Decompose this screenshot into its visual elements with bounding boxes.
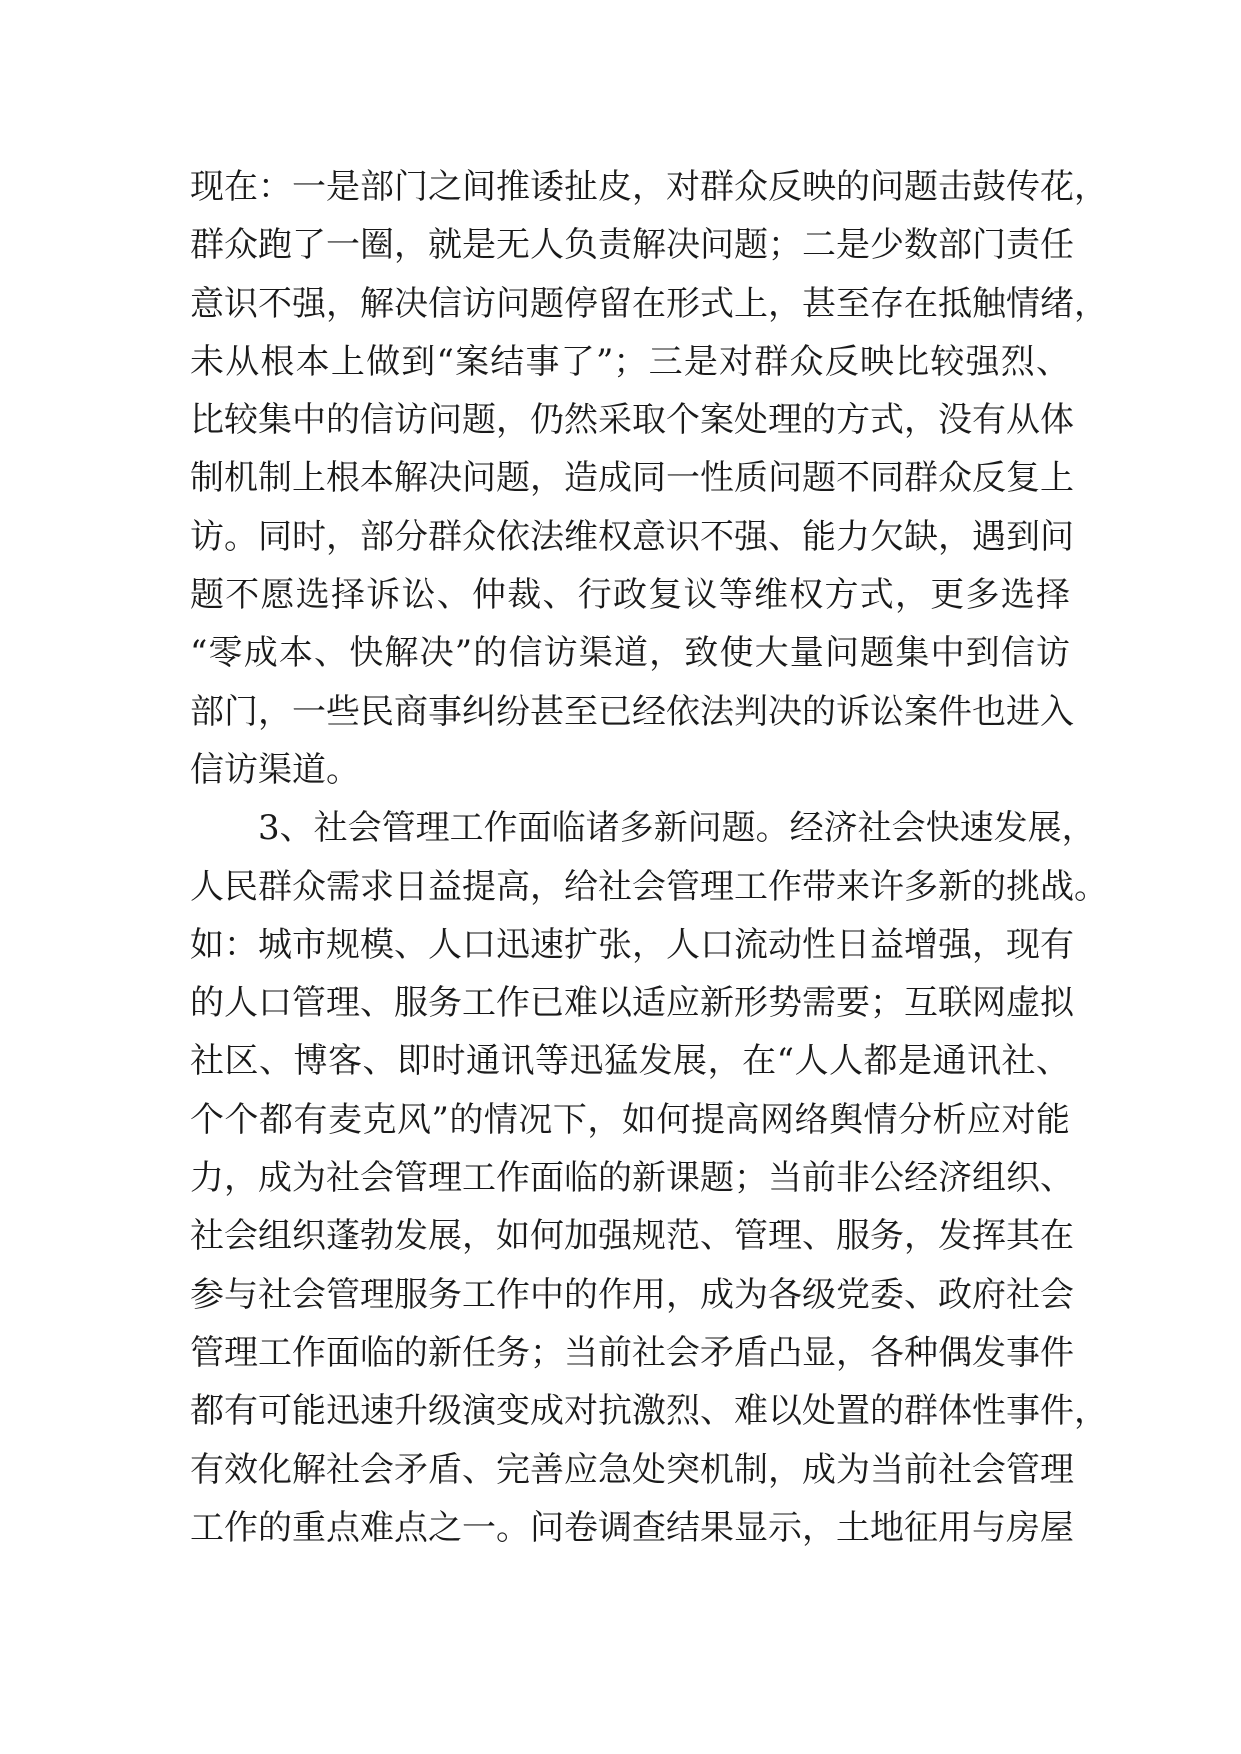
text-line: 部门，一些民商事纠纷甚至已经依法判决的诉讼案件也进入 — [190, 691, 1074, 732]
text-line: 题不愿选择诉讼、仲裁、行政复议等维权方式，更多选择 — [190, 575, 1070, 616]
text-line: 人民群众需求日益提高，给社会管理工作带来许多新的挑战。 — [190, 866, 1108, 907]
text-line: 的人口管理、服务工作已难以适应新形势需要；互联网虚拟 — [190, 983, 1074, 1024]
text-line: 群众跑了一圈，就是无人负责解决问题；二是少数部门责任 — [190, 225, 1074, 266]
text-line: 现在：一是部门之间推诿扯皮，对群众反映的问题击鼓传花， — [190, 167, 1108, 207]
text-line: 社会组织蓬勃发展，如何加强规范、管理、服务，发挥其在 — [190, 1216, 1074, 1257]
text-line: 访。同时，部分群众依法维权意识不强、能力欠缺，遇到问 — [190, 516, 1074, 557]
text-line: 意识不强，解决信访问题停留在形式上，甚至存在抵触情绪， — [190, 283, 1108, 324]
text-line: 制机制上根本解决问题，造成同一性质问题不同群众反复上 — [190, 458, 1074, 499]
text-line: 如：城市规模、人口迅速扩张，人口流动性日益增强，现有 — [190, 924, 1074, 965]
paragraph-continuation — [190, 158, 1108, 799]
text-line: 比较集中的信访问题，仍然采取个案处理的方式，没有从体 — [190, 400, 1074, 441]
text-line: 都有可能迅速升级演变成对抗激烈、难以处置的群体性事件， — [190, 1391, 1108, 1432]
text-line: 有效化解社会矛盾、完善应急处突机制，成为当前社会管理 — [190, 1449, 1074, 1490]
text-line: 力，成为社会管理工作面临的新课题；当前非公经济组织、 — [190, 1158, 1074, 1199]
text-line: 社区、博客、即时通讯等迅猛发展，在“人人都是通讯社、 — [190, 1041, 1070, 1082]
body-text — [190, 158, 1108, 1557]
paragraph-3 — [190, 799, 1108, 1557]
text-line: 3、社会管理工作面临诸多新问题。经济社会快速发展， — [258, 808, 1096, 849]
text-line: 个个都有麦克风”的情况下，如何提高网络舆情分析应对能 — [190, 1099, 1070, 1140]
text-line: 信访渠道。 — [190, 749, 360, 790]
text-line: “零成本、快解决”的信访渠道，致使大量问题集中到信访 — [190, 633, 1070, 674]
text-line: 未从根本上做到“案结事了”；三是对群众反映比较强烈、 — [190, 341, 1070, 382]
text-line: 管理工作面临的新任务；当前社会矛盾凸显，各种偶发事件 — [190, 1332, 1074, 1373]
text-line: 参与社会管理服务工作中的作用，成为各级党委、政府社会 — [190, 1274, 1074, 1315]
text-line: 工作的重点难点之一。问卷调查结果显示，土地征用与房屋 — [190, 1507, 1074, 1548]
